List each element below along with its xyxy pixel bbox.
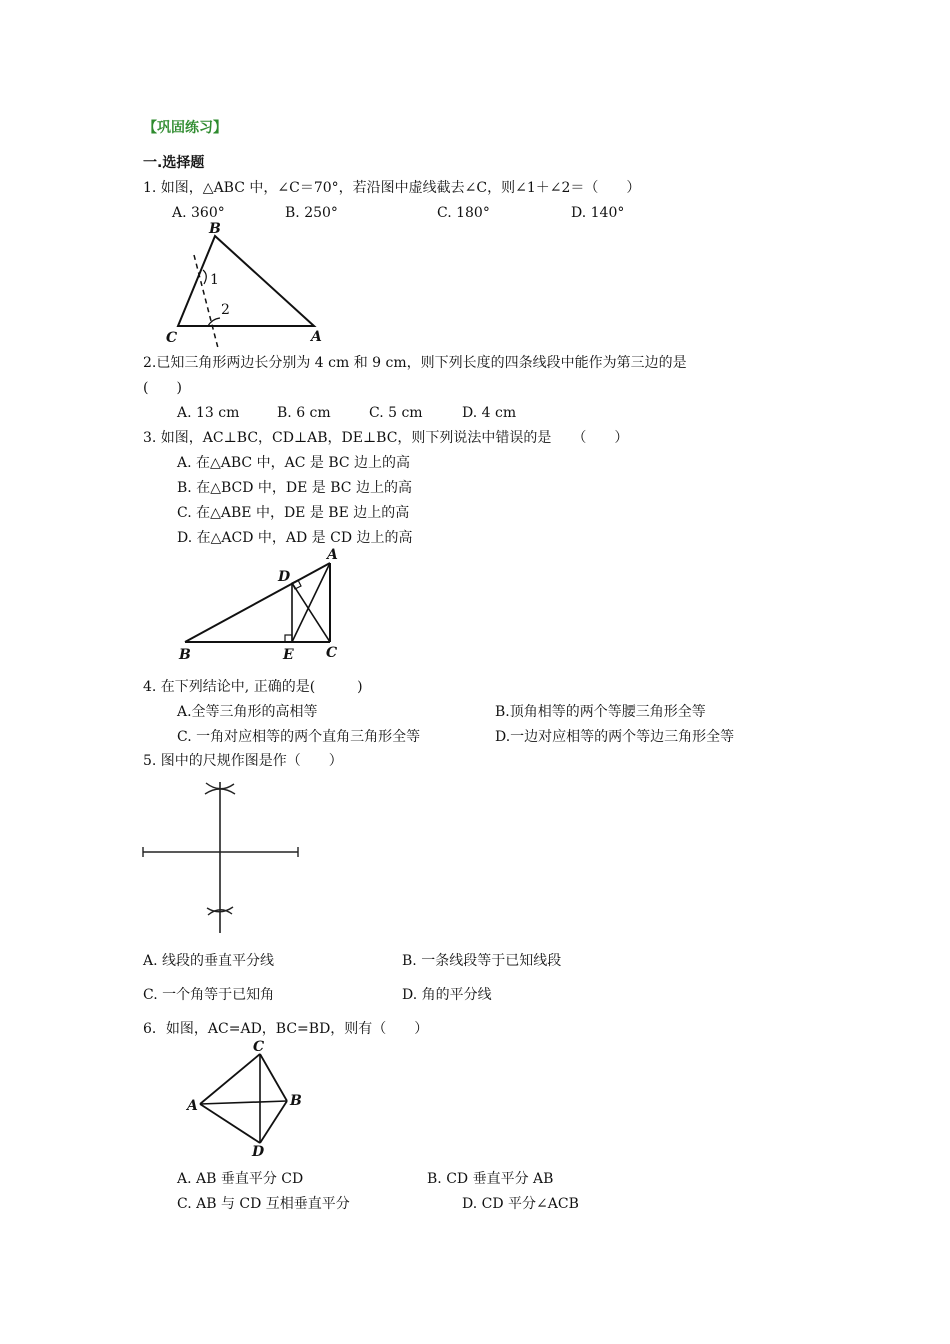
q4-option-d: D.一边对应相等的两个等边三角形全等 bbox=[495, 729, 735, 745]
section-title: 一.选择题 bbox=[143, 155, 205, 171]
q3-option-d: D. 在△ACD 中，AD 是 CD 边上的高 bbox=[177, 530, 413, 546]
q3-label-e: E bbox=[283, 647, 294, 663]
q1-triangle-figure bbox=[160, 220, 330, 350]
q6-stem: 6．如图，AC=AD，BC=BD，则有（ ） bbox=[143, 1021, 429, 1037]
q2-stem: 2.已知三角形两边长分别为 4 cm 和 9 cm，则下列长度的四条线段中能作为第三边的是 bbox=[143, 355, 687, 371]
q3-triangle-figure bbox=[175, 545, 345, 665]
q6-option-c: C. AB 与 CD 互相垂直平分 bbox=[177, 1196, 350, 1212]
q1-option-c: C. 180° bbox=[437, 205, 490, 221]
q6-option-d: D. CD 平分∠ACB bbox=[462, 1196, 579, 1212]
q4-option-c: C. 一角对应相等的两个直角三角形全等 bbox=[177, 729, 421, 745]
q1-angle-2: 2 bbox=[221, 302, 230, 318]
q1-stem: 1. 如图，△ABC 中，∠C＝70°，若沿图中虚线截去∠C，则∠1＋∠2＝（ ） bbox=[143, 180, 641, 196]
q3-label-a: A bbox=[327, 547, 338, 563]
q1-label-c: C bbox=[166, 330, 178, 346]
q2-paren: ( ) bbox=[143, 380, 182, 396]
q5-option-b: B. 一条线段等于已知线段 bbox=[402, 953, 562, 969]
q5-option-c: C. 一个角等于已知角 bbox=[143, 987, 275, 1003]
q1-option-b: B. 250° bbox=[285, 205, 338, 221]
q2-option-c: C. 5 cm bbox=[369, 405, 423, 421]
q1-label-b: B bbox=[209, 221, 221, 237]
practice-header: 【巩固练习】 bbox=[143, 120, 227, 136]
q3-label-b: B bbox=[179, 647, 191, 663]
q3-label-d: D bbox=[278, 569, 291, 585]
q5-option-a: A. 线段的垂直平分线 bbox=[143, 953, 275, 969]
q3-option-c: C. 在△ABE 中，DE 是 BE 边上的高 bbox=[177, 505, 410, 521]
q3-option-b: B. 在△BCD 中，DE 是 BC 边上的高 bbox=[177, 480, 412, 496]
q1-angle-1: 1 bbox=[210, 272, 219, 288]
q2-option-a: A. 13 cm bbox=[177, 405, 240, 421]
q6-option-b: B. CD 垂直平分 AB bbox=[427, 1171, 554, 1187]
q6-label-d: D bbox=[252, 1144, 265, 1160]
q5-construction-figure bbox=[143, 768, 303, 938]
q3-stem: 3. 如图，AC⊥BC，CD⊥AB，DE⊥BC，则下列说法中错误的是 （ ） bbox=[143, 430, 629, 446]
q6-label-c: C bbox=[253, 1039, 265, 1055]
q4-option-b: B.顶角相等的两个等腰三角形全等 bbox=[495, 704, 706, 720]
q4-option-a: A.全等三角形的高相等 bbox=[177, 704, 318, 720]
q3-label-c: C bbox=[326, 645, 338, 661]
q1-label-a: A bbox=[311, 329, 322, 345]
q5-stem: 5. 图中的尺规作图是作（ ） bbox=[143, 753, 343, 769]
q2-option-b: B. 6 cm bbox=[277, 405, 331, 421]
q6-kite-figure bbox=[180, 1035, 310, 1160]
q6-option-a: A. AB 垂直平分 CD bbox=[177, 1171, 304, 1187]
q4-stem: 4. 在下列结论中, 正确的是( ) bbox=[143, 679, 363, 695]
q5-option-d: D. 角的平分线 bbox=[402, 987, 492, 1003]
q3-option-a: A. 在△ABC 中，AC 是 BC 边上的高 bbox=[177, 455, 411, 471]
q6-label-a: A bbox=[187, 1098, 198, 1114]
q2-option-d: D. 4 cm bbox=[462, 405, 517, 421]
q6-label-b: B bbox=[290, 1093, 302, 1109]
q1-option-d: D. 140° bbox=[571, 205, 625, 221]
q1-option-a: A. 360° bbox=[172, 205, 225, 221]
